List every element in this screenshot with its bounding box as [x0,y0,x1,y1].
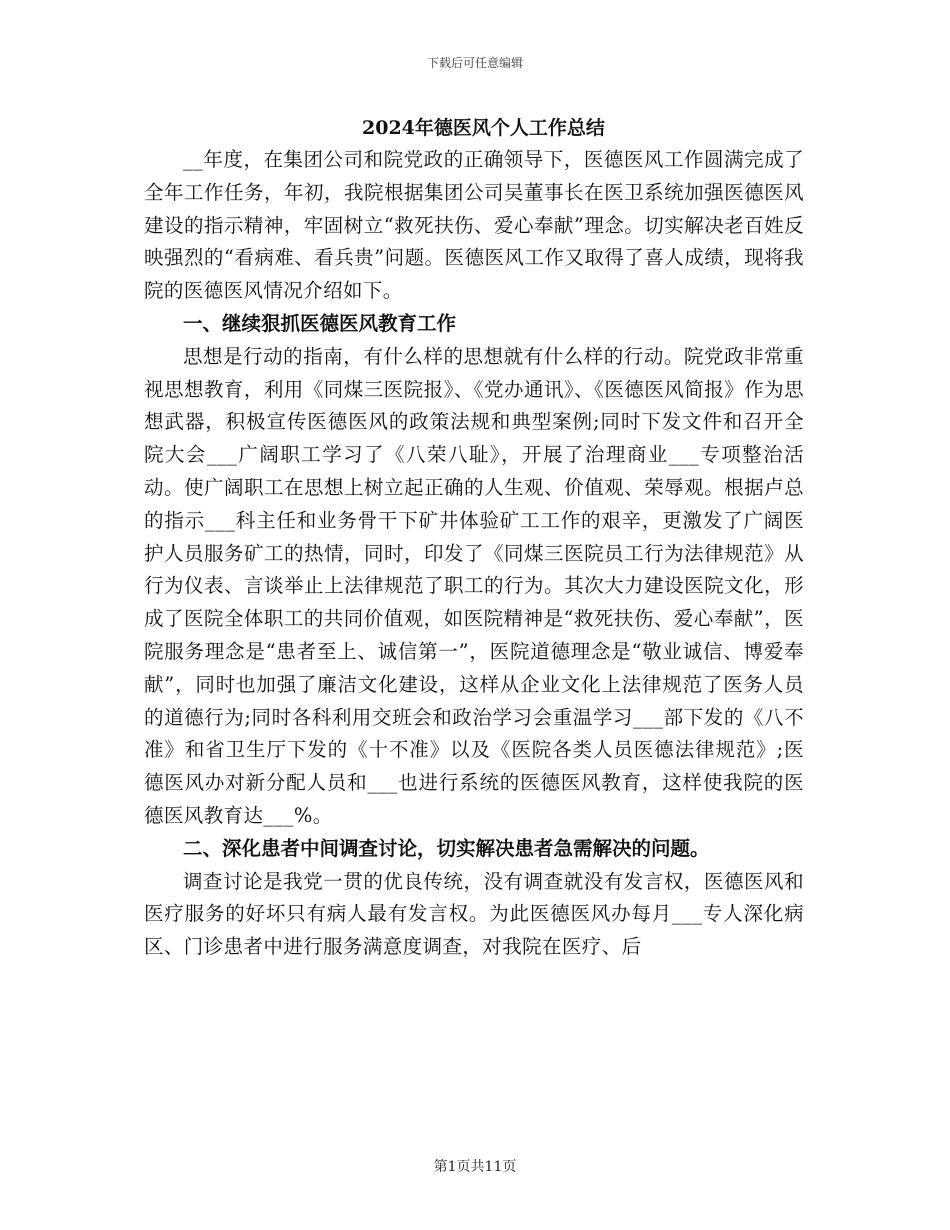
page-footer: 第1页共11页 [433,1159,517,1175]
document-body [144,112,804,964]
section-2-paragraph: 调查讨论是我党一贯的优良传统，没有调查就没有发言权，医德医风和医疗服务的好坏只有病人最有发言权。为此医德医风办每月___专人深化病区、门诊患者中进行服务满意度调查，对我院在医疗、后 [144,869,804,959]
section-1-paragraph: 思想是行动的指南，有什么样的思想就有什么样的行动。院党政非常重视思想教育，利用《同煤三医院报》、《党办通讯》、《医德医风简报》作为思想武器，积极宣传医德医风的政策法规和典型案例;同时下发文件和召开全院大会___广阔职工学习了《八荣八耻》，开展了治理商业___专项整治活动。使广阔职工在思想上树立起正确的人生观、价值观、荣辱观。根据卢总的指示___科主任和业务骨干下矿井体验矿工工作的艰辛，更激发了广阔医护人员服务矿工的热情，同时，印发了《同煤三医院员工行为法律规范》从行为仪表、言谈举止上法律规范了职工的行为。其次大力建设医院文化，形成了医院全体职工的共同价值观，如医院精神是“救死扶伤、爱心奉献”，医院服务理念是“患者至上、诚信第一”，医院道德理念是“敬业诚信、博爱奉献”，同时也加强了廉洁文化建设，这样从企业文化上法律规范了医务人员的道德行为;同时各科利用交班会和政治学习会重温学习___部下发的《八不准》和省卫生厅下发的《十不准》以及《医院各类人员医德法律规范》;医德医风办对新分配人员和___也进行系统的医德医风教育，这样使我院的医德医风教育达___%。 [144,344,804,827]
document-title: 2024年德医风个人工作总结 [362,117,605,139]
intro-paragraph: __年度，在集团公司和院党政的正确领导下，医德医风工作圆满完成了全年工作任务，年初，我院根据集团公司吴董事长在医卫系统加强医德医风建设的指示精神，牢固树立“救死扶伤、爱心奉献”理念。切实解决老百姓反映强烈的“看病难、看兵贵”问题。医德医风工作又取得了喜人成绩，现将我院的医德医风情况介绍如下。 [144,148,804,303]
section-heading-1: 一、继续狠抓医德医风教育工作 [183,311,457,335]
page-header: 下载后可任意编辑 [426,56,523,70]
section-heading-2: 二、深化患者中间调查讨论，切实解决患者急需解决的问题。 [183,836,710,860]
